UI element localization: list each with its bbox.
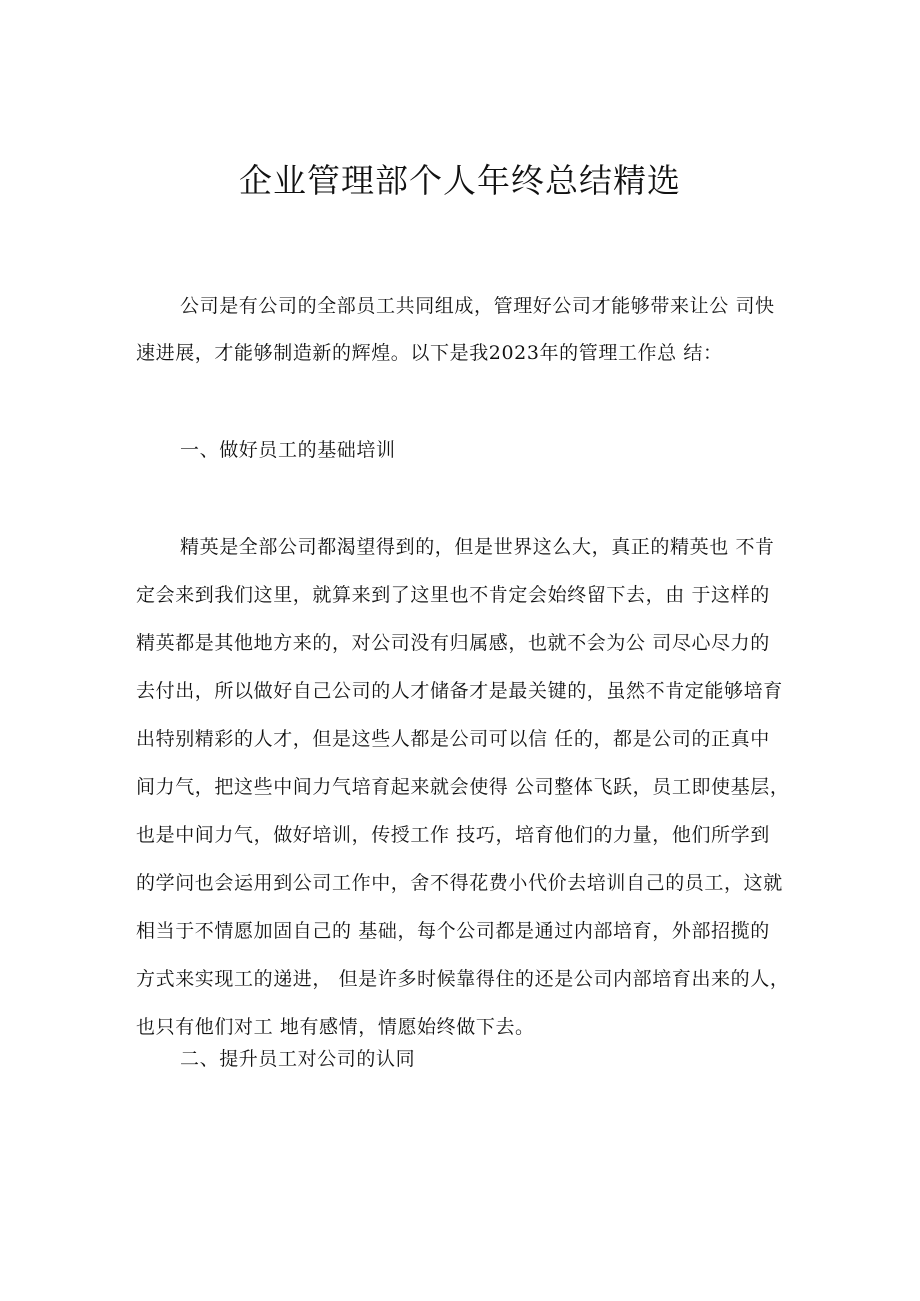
section-1-line-7: 也是中间力气，做好培训，传授工作 技巧，培育他们的力量，他们所学到 [136,824,770,846]
section-2-heading: 二、提升员工对公司的认同 [180,1048,416,1070]
section-1-line-11: 也只有他们对工 地有感情，情愿始终做下去。 [136,1016,535,1038]
section-1-line-3: 精英都是其他地方来的，对公司没有归属感，也就不会为公 司尽心尽力的 [136,632,770,654]
section-1-line-4: 去付出，所以做好自己公司的人才储备才是最关键的，虽然不肯定能够培育 [136,680,783,702]
section-1-line-8: 的学问也会运用到公司工作中，舍不得花费小代价去培训自己的员工，这就 [136,872,783,894]
intro-line-1: 公司是有公司的全部员工共同组成，管理好公司才能够带来让公 司快 [180,295,775,317]
section-1-line-2: 定会来到我们这里，就算来到了这里也不肯定会始终留下去，由 于这样的 [136,584,770,606]
document-title: 企业管理部个人年终总结精选 [239,161,681,200]
intro-line-2: 速进展，才能够制造新的辉煌。以下是我2023年的管理工作总 结： [136,342,723,364]
section-1-line-9: 相当于不情愿加固自己的 基础，每个公司都是通过内部培育，外部招揽的 [136,920,770,942]
section-1-line-5: 出特别精彩的人才，但是这些人都是公司可以信 任的，都是公司的正真中 [136,728,770,750]
section-1-line-6: 间力气，把这些中间力气培育起来就会使得 公司整体飞跃，员工即使基层， [136,776,790,798]
section-1-line-1: 精英是全部公司都渴望得到的，但是世界这么大，真正的精英也 不肯 [180,536,775,558]
section-1-heading: 一、做好员工的基础培训 [180,439,396,461]
section-1-line-10: 方式来实现工的递进， 但是许多时候靠得住的还是公司内部培育出来的人， [136,968,790,990]
